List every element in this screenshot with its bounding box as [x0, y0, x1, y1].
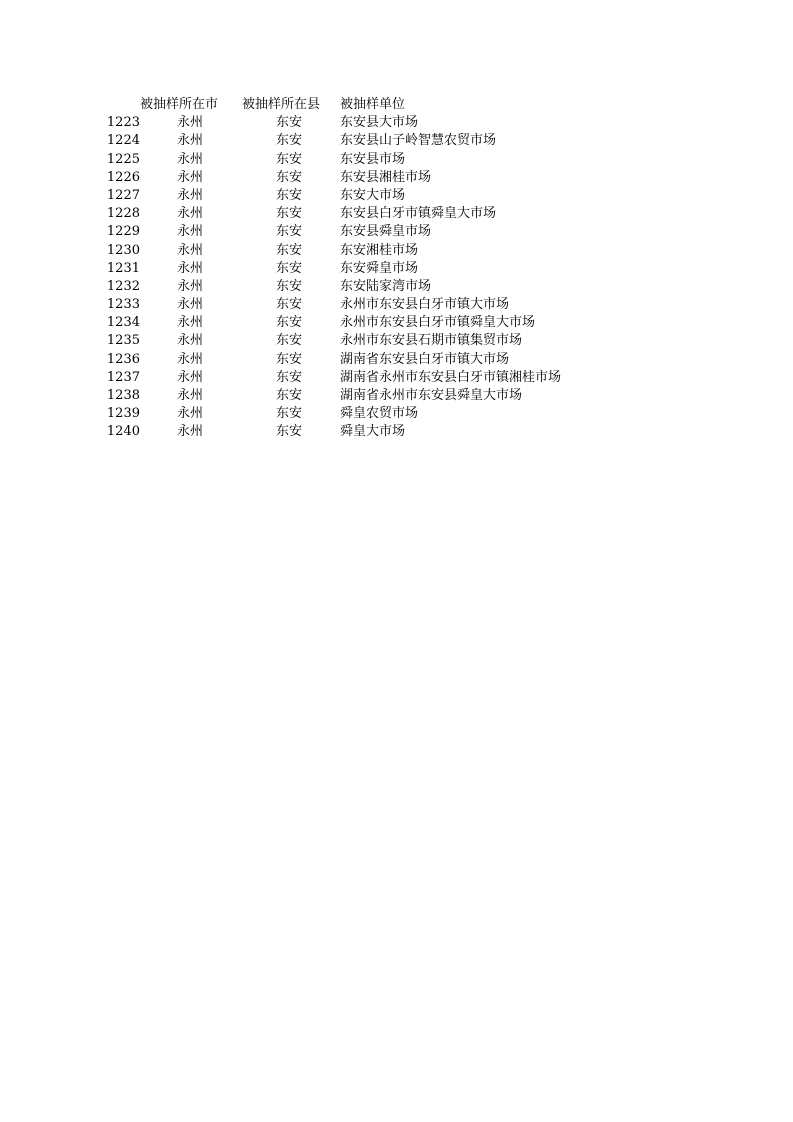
row-number: 1231	[106, 260, 140, 276]
row-city: 永州	[177, 169, 204, 185]
row-city: 永州	[177, 151, 204, 167]
row-county: 东安	[276, 369, 303, 385]
table-row	[100, 369, 585, 387]
row-county: 东安	[276, 351, 303, 367]
table-row	[100, 405, 585, 423]
row-unit: 永州市东安县石期市镇集贸市场	[340, 333, 523, 349]
row-county: 东安	[276, 169, 303, 185]
row-unit: 湖南省永州市东安县舜皇大市场	[340, 388, 523, 403]
table-row	[100, 278, 585, 296]
row-city: 永州	[177, 424, 204, 440]
row-number: 1230	[106, 242, 140, 258]
table-row	[100, 260, 585, 278]
header-city: 被抽样所在市	[140, 97, 219, 112]
row-unit: 东安舜皇市场	[340, 260, 419, 276]
table-row	[100, 151, 585, 169]
row-city: 永州	[177, 224, 204, 240]
row-city: 永州	[177, 315, 204, 331]
row-unit: 东安县大市场	[340, 115, 419, 131]
row-number: 1238	[106, 388, 140, 403]
row-unit: 东安县山子岭智慧农贸市场	[340, 133, 497, 149]
table-row	[100, 351, 585, 369]
row-county: 东安	[276, 115, 303, 131]
row-unit: 东安大市场	[340, 187, 406, 203]
row-number: 1229	[106, 224, 140, 240]
row-unit: 永州市东安县白牙市镇舜皇大市场	[340, 315, 536, 331]
row-number: 1232	[106, 278, 140, 294]
row-unit: 东安县湘桂市场	[340, 169, 432, 185]
row-number: 1236	[106, 351, 140, 367]
row-number: 1239	[106, 406, 140, 422]
row-unit: 永州市东安县白牙市镇大市场	[340, 297, 510, 313]
header-row	[100, 96, 585, 114]
row-unit: 舜皇农贸市场	[340, 406, 419, 422]
row-number: 1225	[106, 151, 140, 167]
row-number: 1224	[106, 133, 140, 149]
row-unit: 东安县舜皇市场	[340, 224, 432, 240]
table-row	[100, 187, 585, 205]
row-city: 永州	[177, 351, 204, 367]
header-unit: 被抽样单位	[340, 97, 406, 112]
row-county: 东安	[276, 206, 303, 222]
table-row	[100, 387, 585, 405]
row-city: 永州	[177, 388, 204, 403]
row-number: 1237	[106, 369, 140, 385]
row-county: 东安	[276, 224, 303, 240]
row-number: 1227	[106, 187, 140, 203]
sampling-table	[100, 96, 585, 442]
row-unit: 湖南省永州市东安县白牙市镇湘桂市场	[340, 369, 562, 385]
row-city: 永州	[177, 242, 204, 258]
row-city: 永州	[177, 260, 204, 276]
row-county: 东安	[276, 333, 303, 349]
table-row	[100, 314, 585, 332]
table-row	[100, 332, 585, 350]
table-row	[100, 296, 585, 314]
row-number: 1234	[106, 315, 140, 331]
row-number: 1235	[106, 333, 140, 349]
row-unit: 舜皇大市场	[340, 424, 406, 440]
table-row	[100, 205, 585, 223]
row-county: 东安	[276, 187, 303, 203]
table-row	[100, 169, 585, 187]
row-number: 1223	[106, 115, 140, 131]
row-unit: 东安湘桂市场	[340, 242, 419, 258]
table-row	[100, 132, 585, 150]
row-city: 永州	[177, 278, 204, 294]
table-row	[100, 114, 585, 132]
row-number: 1226	[106, 169, 140, 185]
row-city: 永州	[177, 333, 204, 349]
table-row	[100, 423, 585, 441]
row-county: 东安	[276, 278, 303, 294]
row-city: 永州	[177, 206, 204, 222]
row-number: 1240	[106, 424, 140, 440]
row-unit: 湖南省东安县白牙市镇大市场	[340, 351, 510, 367]
row-city: 永州	[177, 297, 204, 313]
row-county: 东安	[276, 242, 303, 258]
row-county: 东安	[276, 315, 303, 331]
row-number: 1228	[106, 206, 140, 222]
row-county: 东安	[276, 388, 303, 403]
row-city: 永州	[177, 133, 204, 149]
row-county: 东安	[276, 151, 303, 167]
row-county: 东安	[276, 297, 303, 313]
row-county: 东安	[276, 424, 303, 440]
row-number: 1233	[106, 297, 140, 313]
row-unit: 东安县白牙市镇舜皇大市场	[340, 206, 497, 222]
row-county: 东安	[276, 260, 303, 276]
header-county: 被抽样所在县	[242, 97, 321, 112]
row-city: 永州	[177, 406, 204, 422]
row-county: 东安	[276, 406, 303, 422]
table-row	[100, 223, 585, 241]
row-county: 东安	[276, 133, 303, 149]
row-city: 永州	[177, 187, 204, 203]
row-city: 永州	[177, 115, 204, 131]
table-body	[100, 114, 585, 441]
row-unit: 东安陆家湾市场	[340, 278, 432, 294]
row-unit: 东安县市场	[340, 151, 406, 167]
row-city: 永州	[177, 369, 204, 385]
table-row	[100, 242, 585, 260]
